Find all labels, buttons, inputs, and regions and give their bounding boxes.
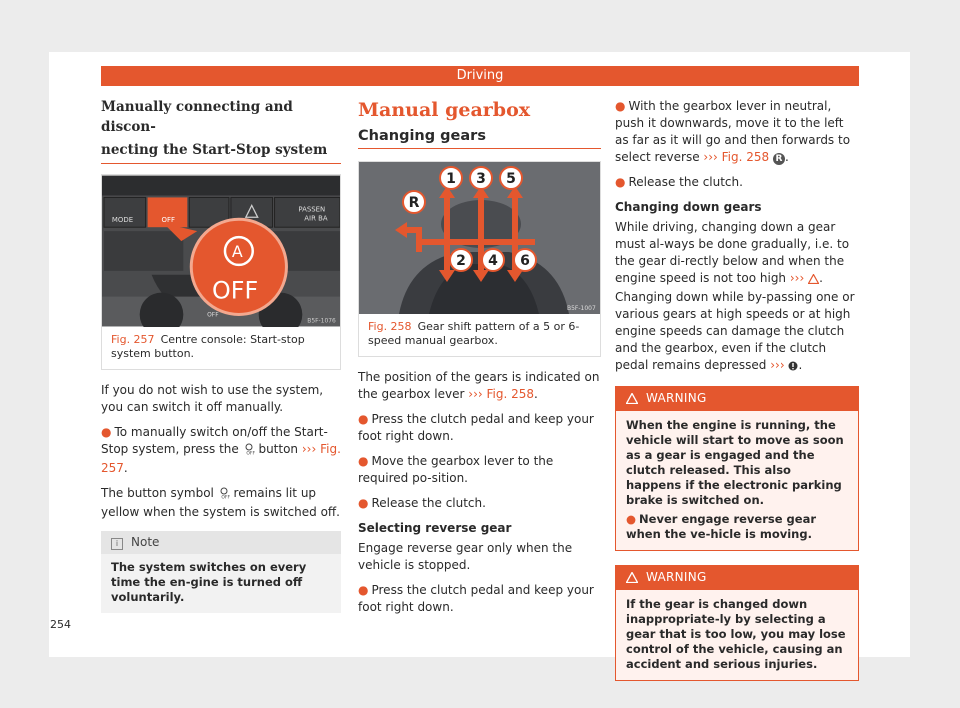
subsection-heading <box>358 127 601 149</box>
subsection-title: Changing gears <box>358 128 486 144</box>
figure-257 <box>101 174 341 370</box>
section-heading <box>101 97 341 164</box>
bullet-paragraph <box>358 582 601 616</box>
subheading: Changing down gears <box>615 200 762 214</box>
image-code: B5F-1076 <box>307 317 336 325</box>
chapter-title: Manual gearbox <box>358 99 531 121</box>
gear-2-label: 2 <box>456 253 466 269</box>
bullet-paragraph <box>358 453 601 487</box>
figure-number: Fig. 257 <box>111 333 155 346</box>
bullet-icon: ● <box>101 425 112 439</box>
figure-reference-link[interactable]: ››› Fig. 258 <box>468 387 534 401</box>
figure-caption-text: Gear shift pattern of a 5 or 6-speed manual gearbox. <box>368 320 580 347</box>
section-title-line-1: Manually connecting and discon- <box>101 99 293 135</box>
warning-triangle-icon <box>626 393 638 407</box>
reverse-r-icon: R <box>773 153 785 165</box>
text: remains lit up yellow when the system is switched off. <box>101 486 340 519</box>
gear-4-label: 4 <box>488 253 498 269</box>
start-stop-off-icon <box>218 487 230 504</box>
warning-text: If the gear is changed down inappropriate-ly by selecting a gear that is too low, you may lose control of the vehicle, causing an accident and serious injuries. <box>626 597 846 671</box>
svg-text:OFF: OFF <box>221 495 230 499</box>
off-big-label: OFF <box>212 276 259 305</box>
text: Release the clutch. <box>371 496 486 510</box>
figure-caption <box>102 327 340 361</box>
text: The button symbol <box>101 486 214 500</box>
text: . Changing down while by-passing one or various gears at high speeds or at high engine speeds can damage the clutch and the gearbox, even if the clutch pedal remains depressed <box>615 271 855 372</box>
gear-shift-pattern-image <box>359 162 600 314</box>
paragraph <box>101 485 341 521</box>
airbag-label: AIR BA <box>304 214 328 223</box>
text: . <box>798 358 803 372</box>
bullet-icon: ● <box>358 412 369 426</box>
warning-body <box>616 411 858 550</box>
bullet-icon: ● <box>615 99 626 113</box>
bullet-icon: ● <box>358 496 369 510</box>
warning-bullet <box>626 512 848 542</box>
column-left <box>101 94 341 613</box>
paragraph: Engage reverse gear only when the vehicle is stopped. <box>358 541 573 572</box>
text: . <box>534 387 538 401</box>
bullet-paragraph <box>615 98 859 166</box>
text: With the gearbox lever in neutral, push it downwards, move it to the left as far as it will go and then forwards to select reverse <box>615 99 851 164</box>
bullet-icon: ● <box>358 583 369 597</box>
bullet-paragraph <box>101 424 341 477</box>
passenger-label: PASSEN <box>298 205 326 214</box>
warning-reference-link[interactable]: ››› <box>789 271 805 285</box>
figure-258 <box>358 161 601 357</box>
text: Press the clutch pedal and keep your foot right down. <box>358 412 594 443</box>
bullet-icon: ● <box>358 454 369 468</box>
text: button <box>258 442 299 456</box>
bullet-paragraph <box>615 174 859 191</box>
paragraph: If you do not wish to use the system, you can switch it off manually. <box>101 383 324 414</box>
bullet-paragraph <box>358 495 601 512</box>
paragraph <box>615 219 859 376</box>
text: To manually switch on/off the Start-Stop system, press the <box>101 425 328 456</box>
note-header <box>101 531 341 554</box>
gear-1-label: 1 <box>446 171 456 187</box>
figure-reference-link[interactable]: ››› Fig. 257 <box>101 442 341 475</box>
figure-reference-link[interactable]: ››› Fig. 258 <box>703 150 770 164</box>
subheading: Selecting reverse gear <box>358 521 512 535</box>
warning-triangle-icon <box>808 272 819 289</box>
gear-r-label: R <box>408 195 420 211</box>
start-stop-console-image <box>102 175 340 327</box>
warning-body <box>616 590 858 680</box>
start-stop-off-icon <box>243 443 255 460</box>
gear-5-label: 5 <box>506 171 516 187</box>
warning-label: WARNING <box>646 391 707 405</box>
figure-caption <box>359 314 600 348</box>
text: While driving, changing down a gear must al-ways be done gradually, i.e. to the gear di-rectly below and when the engine speed is not too high <box>615 220 850 285</box>
gear-3-label: 3 <box>476 171 486 187</box>
bullet-icon: ● <box>626 512 637 526</box>
svg-text:OFF: OFF <box>246 451 255 455</box>
column-middle <box>358 94 601 624</box>
bullet-paragraph <box>358 411 601 445</box>
note-box <box>101 531 341 613</box>
caution-reference-link[interactable]: ››› <box>770 358 785 372</box>
note-text: The system switches on every time the en-gine is turned off voluntarily. <box>111 560 307 604</box>
warning-box <box>615 565 859 681</box>
text: . <box>123 461 128 475</box>
bullet-icon: ● <box>615 175 626 189</box>
text: The position of the gears is indicated on the gearbox lever <box>358 370 600 401</box>
warning-header <box>616 387 858 411</box>
warning-triangle-icon <box>626 572 638 586</box>
warning-label: WARNING <box>646 570 707 584</box>
text: . <box>784 150 789 164</box>
warning-header <box>616 566 858 590</box>
text: Press the clutch pedal and keep your foot right down. <box>358 583 594 614</box>
text: Release the clutch. <box>628 175 743 189</box>
figure-number: Fig. 258 <box>368 320 412 333</box>
off-bottom-label: OFF <box>207 311 219 319</box>
section-title-line-2: necting the Start-Stop system <box>101 142 328 158</box>
warning-box <box>615 386 859 551</box>
text: Never engage reverse gear when the ve-hicle is moving. <box>626 512 817 541</box>
text: Move the gearbox lever to the required po-sition. <box>358 454 554 485</box>
info-icon: i <box>111 538 123 550</box>
running-header: Driving <box>101 66 859 86</box>
mode-label: MODE <box>111 216 134 225</box>
column-right <box>615 98 859 681</box>
warning-text: When the engine is running, the vehicle will start to move as soon as a gear is engaged and the clutch released. This also happens if the electronic parking brake is switched on. <box>626 418 844 507</box>
note-label: Note <box>131 535 160 549</box>
page-number: 254 <box>50 618 71 631</box>
caution-icon <box>788 359 798 376</box>
gear-6-label: 6 <box>520 253 530 269</box>
paragraph <box>358 369 601 403</box>
figure-caption-text: Centre console: Start-stop system button. <box>111 333 305 360</box>
off-small-label: OFF <box>161 216 175 225</box>
image-code: B5F-1007 <box>567 305 596 312</box>
svg-text:A: A <box>231 241 243 261</box>
